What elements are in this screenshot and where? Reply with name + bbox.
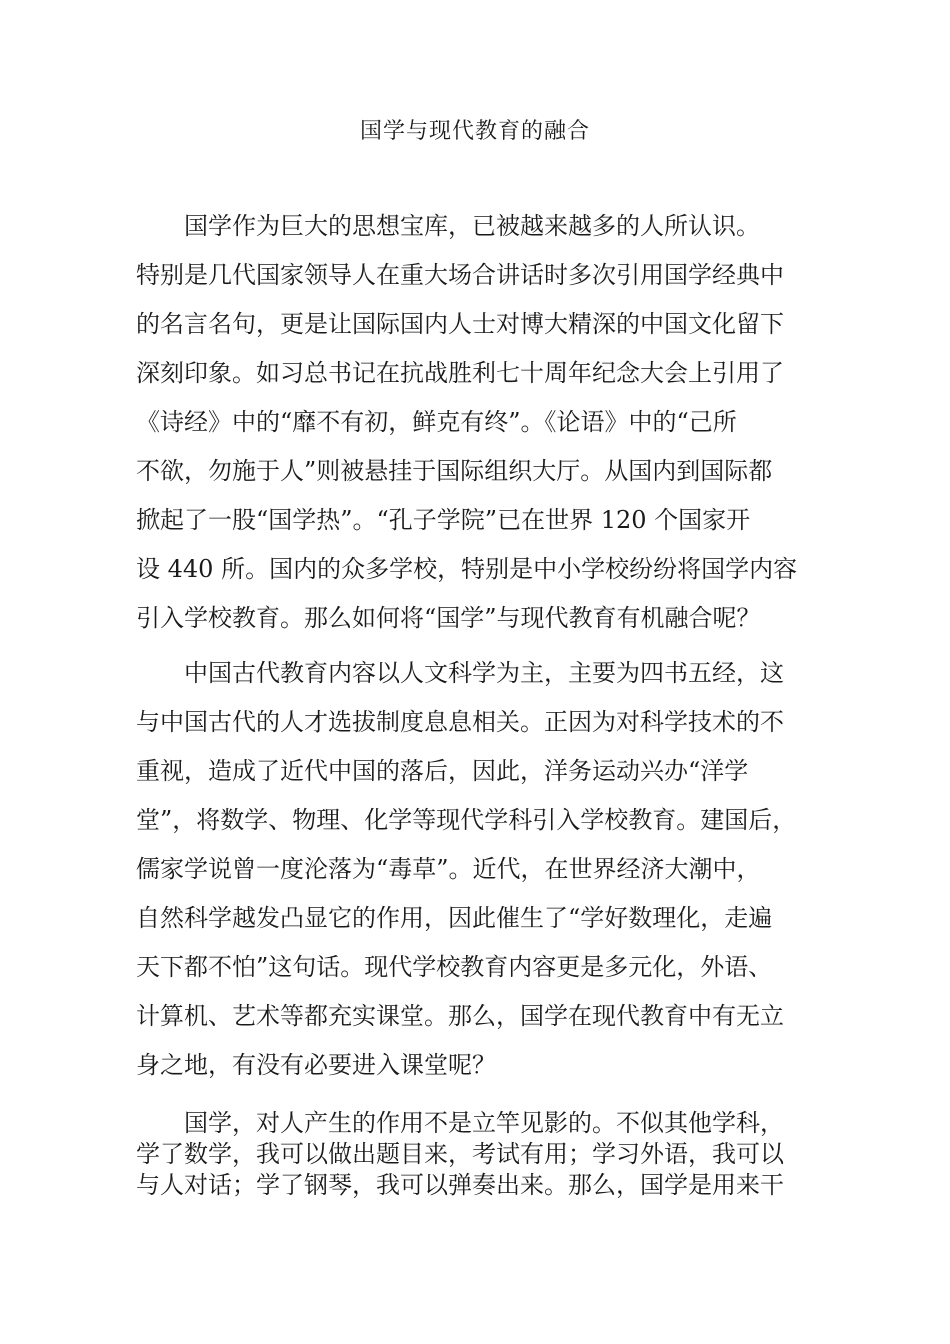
text-line: 《诗经》中的“靡不有初，鲜克有终”。《论语》中的“己所 [136, 408, 737, 436]
text-line: 国学，对人产生的作用不是立竿见影的。不似其他学科， [136, 1109, 784, 1137]
text-line: 的名言名句，更是让国际国内人士对博大精深的中国文化留下 [136, 310, 784, 338]
text-line: 不欲，勿施于人”则被悬挂于国际组织大厅。从国内到国际都 [136, 457, 773, 485]
text-line: 身之地，有没有必要进入课堂呢？ [136, 1051, 496, 1079]
document-title: 国学与现代教育的融合 [359, 119, 590, 144]
text-line: 学了数学，我可以做出题目来，考试有用；学习外语，我可以 [136, 1140, 784, 1168]
text-line: 特别是几代国家领导人在重大场合讲话时多次引用国学经典中 [136, 261, 784, 289]
text-line: 国学作为巨大的思想宝库，已被越来越多的人所认识。 [136, 212, 760, 240]
text-line: 重视，造成了近代中国的落后，因此，洋务运动兴办“洋学 [136, 757, 749, 785]
text-line: 自然科学越发凸显它的作用，因此催生了“学好数理化，走遍 [136, 904, 773, 932]
text-line: 设 440 所。国内的众多学校，特别是中小学校纷纷将国学内容 [136, 555, 798, 583]
text-line: 中国古代教育内容以人文科学为主，主要为四书五经，这 [136, 659, 784, 687]
text-line: 深刻印象。如习总书记在抗战胜利七十周年纪念大会上引用了 [136, 359, 784, 387]
text-line: 堂”，将数学、物理、化学等现代学科引入学校教育。建国后， [136, 806, 797, 834]
text-line: 与人对话；学了钢琴，我可以弹奏出来。那么，国学是用来干 [136, 1171, 784, 1199]
text-line: 计算机、艺术等都充实课堂。那么，国学在现代教育中有无立 [136, 1002, 784, 1030]
text-line: 与中国古代的人才选拔制度息息相关。正因为对科学技术的不 [136, 708, 784, 736]
text-line: 掀起了一股“国学热”。“孔子学院”已在世界 120 个国家开 [136, 506, 751, 534]
text-line: 天下都不怕”这句话。现代学校教育内容更是多元化，外语、 [136, 953, 773, 981]
text-line: 引入学校教育。那么如何将“国学”与现代教育有机融合呢？ [136, 604, 761, 632]
text-line: 儒家学说曾一度沦落为“毒草”。近代，在世界经济大潮中， [136, 855, 761, 883]
